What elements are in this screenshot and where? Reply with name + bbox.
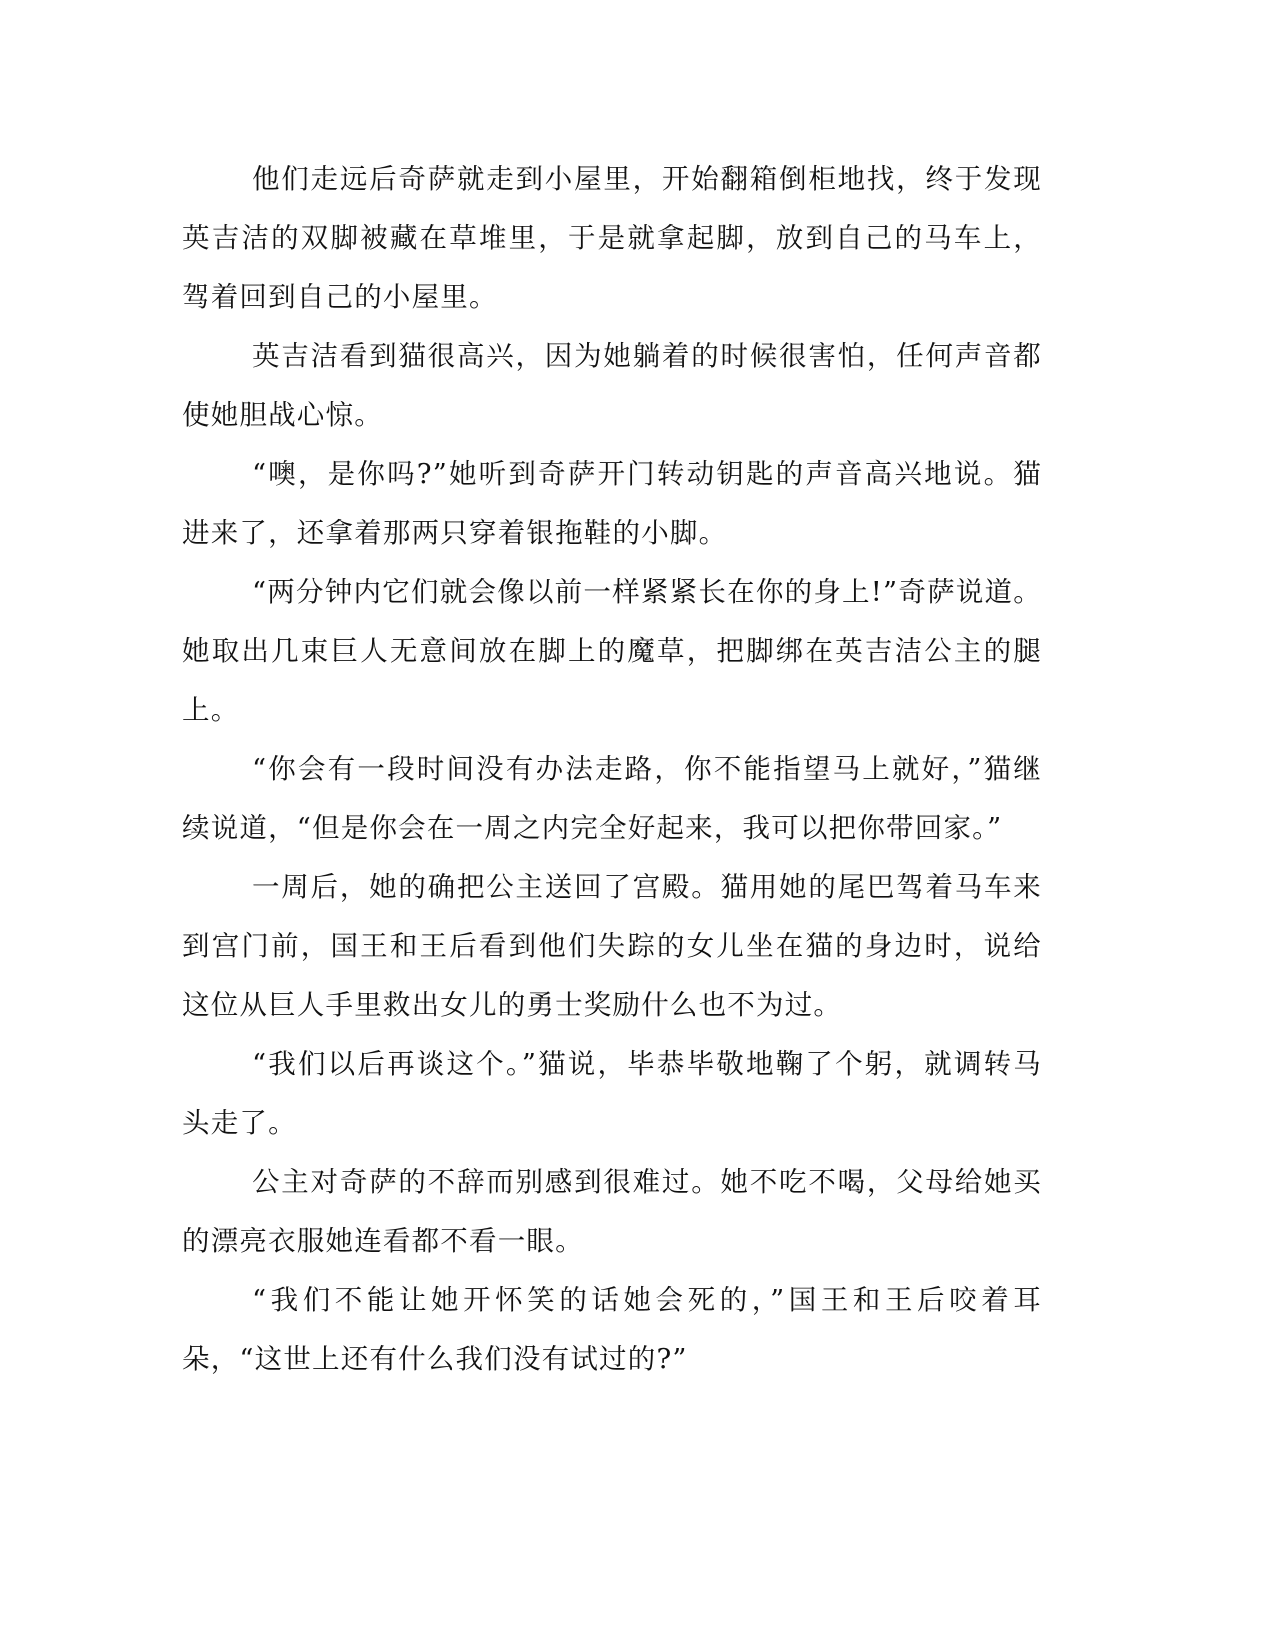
body-text	[182, 150, 1042, 1389]
paragraph: “我们以后再谈这个。”猫说，毕恭毕敬地鞠了个躬，就调转马头走了。	[182, 1048, 1042, 1139]
paragraph: 英吉洁看到猫很高兴，因为她躺着的时候很害怕，任何声音都使她胆战心惊。	[182, 340, 1042, 431]
paragraph: “你会有一段时间没有办法走路，你不能指望马上就好，”猫继续说道，“但是你会在一周之内完全好起来，我可以把你带回家。”	[182, 753, 1042, 844]
paragraph: 他们走远后奇萨就走到小屋里，开始翻箱倒柜地找，终于发现英吉洁的双脚被藏在草堆里，于是就拿起脚，放到自己的马车上，驾着回到自己的小屋里。	[182, 163, 1042, 313]
paragraph: “我们不能让她开怀笑的话她会死的，”国王和王后咬着耳朵，“这世上还有什么我们没有试过的?”	[182, 1284, 1042, 1375]
paragraph: “两分钟内它们就会像以前一样紧紧长在你的身上!”奇萨说道。她取出几束巨人无意间放在脚上的魔草，把脚绑在英吉洁公主的腿上。	[182, 576, 1042, 726]
paragraph: “噢，是你吗?”她听到奇萨开门转动钥匙的声音高兴地说。猫进来了，还拿着那两只穿着银拖鞋的小脚。	[182, 458, 1042, 549]
paragraph: 公主对奇萨的不辞而别感到很难过。她不吃不喝，父母给她买的漂亮衣服她连看都不看一眼。	[182, 1166, 1042, 1257]
paragraph: 一周后，她的确把公主送回了宫殿。猫用她的尾巴驾着马车来到宫门前，国王和王后看到他们失踪的女儿坐在猫的身边时，说给这位从巨人手里救出女儿的勇士奖励什么也不为过。	[182, 871, 1042, 1021]
